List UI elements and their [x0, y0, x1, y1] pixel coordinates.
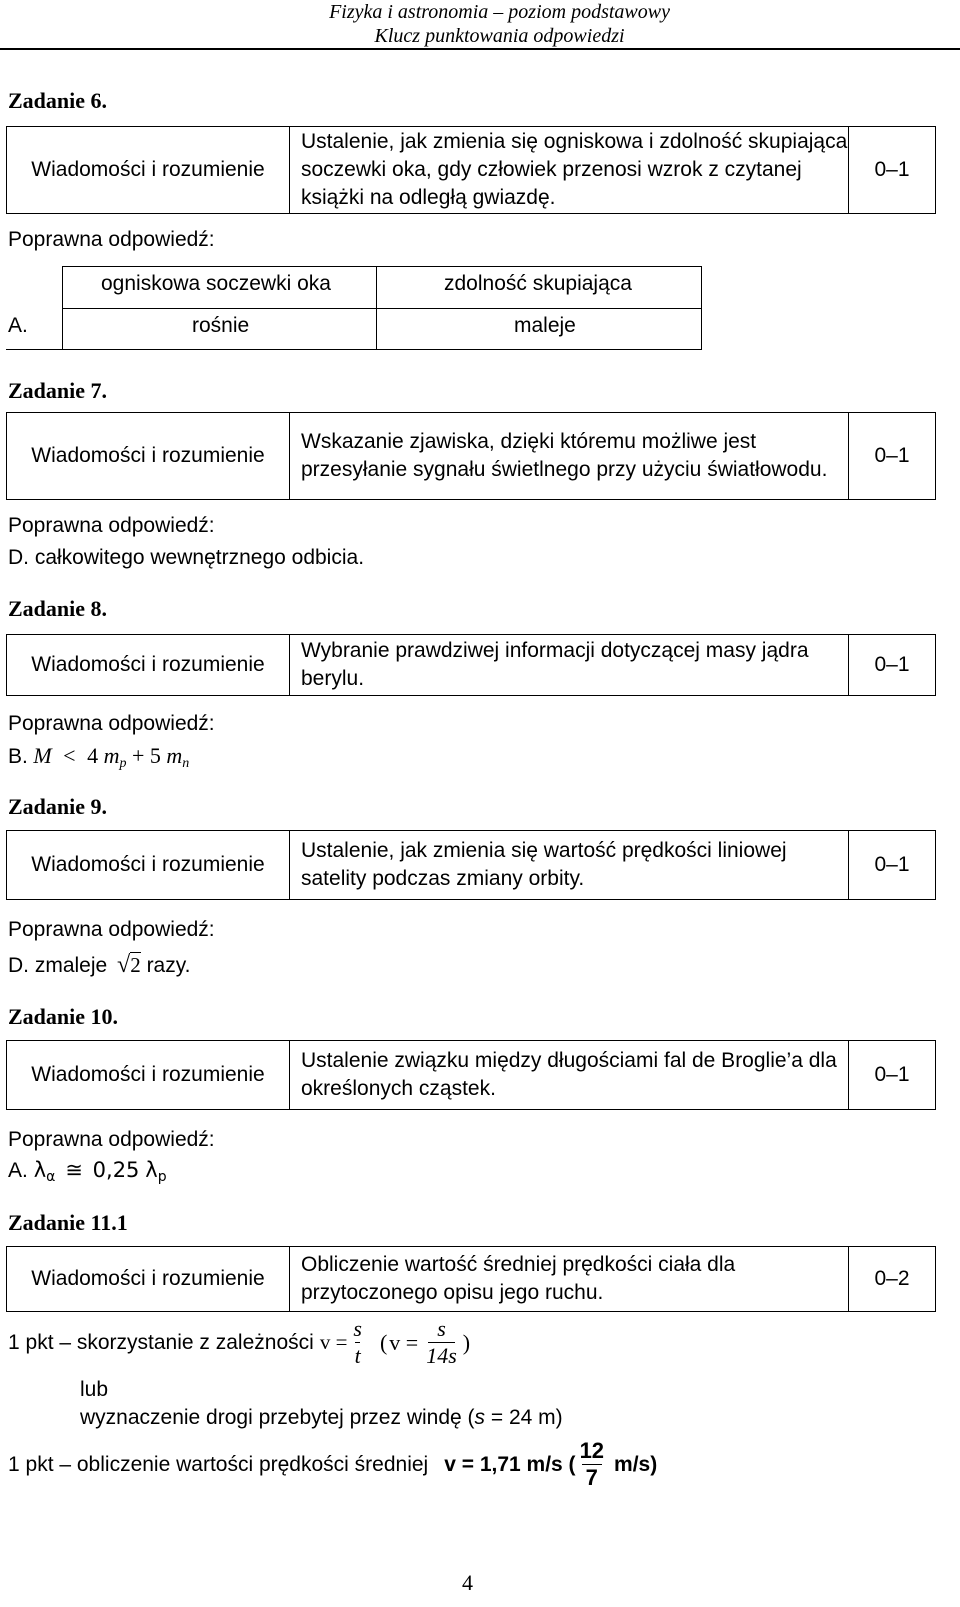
task-11-1-description: Obliczenie wartość średniej prędkości ciała dla przytoczonego opisu jego ruchu.: [301, 1253, 736, 1304]
task-9-answer-prefix: D. zmaleje: [8, 954, 108, 977]
task-10-answer-label: Poprawna odpowiedź:: [8, 1128, 215, 1151]
task-8-answer-plus: + 5: [131, 743, 161, 768]
task-10-sub-alpha: α: [46, 1169, 56, 1185]
task-9-answer-suffix: razy.: [146, 954, 191, 977]
page-number: 4: [462, 1570, 473, 1595]
criterion-1-open: (: [379, 1329, 388, 1355]
fraction-s-over-14s: [426, 1316, 457, 1369]
task-6-description: Ustalenie, jak zmienia się ogniskowa i zdolność skupiająca soczewki oka, gdy człowiek przenosi wzrok z czytanej książki na odległą gwiazdę.: [301, 130, 848, 209]
task-8-answer-coef: 4: [87, 743, 99, 768]
criterion-1-alt-s: s: [474, 1406, 486, 1429]
task-6-answer-table: [6, 266, 702, 350]
task-10-points: 0–1: [848, 1041, 935, 1109]
task-6-row-letter: A.: [8, 314, 28, 337]
header-subtitle: Klucz punktowania odpowiedzi: [374, 25, 625, 47]
task-6-answer-label: Poprawna odpowiedź:: [8, 228, 215, 251]
criterion-1-alt: [80, 1406, 563, 1430]
task-8-answer-mass: M: [33, 743, 52, 768]
task-7-points: 0–1: [848, 413, 935, 499]
task-8-table: [6, 634, 936, 696]
task-10-lambda-1: λ: [33, 1158, 47, 1182]
task-8-answer-sub-n: n: [182, 756, 190, 771]
criterion-1-v: v =: [319, 1330, 348, 1354]
task-9-description: Ustalenie, jak zmienia się wartość prędkości liniowej satelity podczas zmiany orbity.: [301, 839, 787, 890]
task-6-category: Wiadomości i rozumienie: [7, 127, 290, 213]
task-6-points: 0–1: [848, 127, 935, 213]
task-9-answer: [8, 952, 191, 979]
task-9-title: Zadanie 9.: [8, 794, 108, 819]
task-11-1-category: Wiadomości i rozumienie: [7, 1247, 290, 1311]
task-11-1-points: 0–2: [848, 1247, 935, 1311]
task-10-category: Wiadomości i rozumienie: [7, 1041, 290, 1109]
task-8-answer-m1: m: [103, 743, 120, 768]
page-header: [329, 0, 670, 48]
task-11-1-title: Zadanie 11.1: [8, 1210, 128, 1235]
header-title: Fizyka i astronomia – poziom podstawowy: [329, 1, 670, 23]
criterion-1-alt-value: = 24 m): [490, 1406, 563, 1429]
task-10-lambda-2: λ: [145, 1158, 158, 1182]
task-8-answer: [8, 743, 189, 772]
task-9-category: Wiadomości i rozumienie: [7, 831, 290, 899]
task-11-1-table: [6, 1246, 936, 1312]
task-10-sub-p: p: [157, 1169, 167, 1185]
task-6-title: Zadanie 6.: [8, 88, 108, 113]
task-6-col1-header: ogniskowa soczewki oka: [101, 272, 331, 295]
criterion-1-close: ): [462, 1329, 471, 1355]
fraction-1-numerator: s: [353, 1316, 362, 1341]
task-10-description: Ustalenie związku między długościami fal de Broglie’a dla określonych cząstek.: [301, 1049, 837, 1100]
fraction-2-denominator: 14s: [426, 1343, 457, 1368]
task-10-table: [6, 1040, 936, 1110]
fraction-1-denominator: t: [354, 1343, 361, 1368]
task-9-answer-label: Poprawna odpowiedź:: [8, 918, 215, 941]
task-7-answer-label: Poprawna odpowiedź:: [8, 514, 215, 537]
criterion-2-unit: m/s): [614, 1452, 658, 1476]
task-8-title: Zadanie 8.: [8, 596, 108, 621]
task-6-col2-header: zdolność skupiająca: [444, 272, 632, 295]
task-10-value: 0,25: [92, 1158, 140, 1182]
fraction-s-over-t: [353, 1316, 362, 1369]
task-8-answer-m2: m: [166, 743, 183, 768]
task-6-row-value-1: rośnie: [192, 314, 250, 337]
header-divider: [0, 48, 960, 50]
task-10-title: Zadanie 10.: [8, 1004, 119, 1029]
criterion-2-value: v = 1,71 m/s (: [444, 1452, 576, 1476]
task-7-title: Zadanie 7.: [8, 378, 108, 403]
task-10-relation: ≅: [65, 1158, 83, 1182]
criterion-1-alt-text: wyznaczenie drogi przebytej przez windę (: [80, 1406, 475, 1429]
criterion-1-text: 1 pkt – skorzystanie z zależności: [8, 1330, 314, 1354]
sqrt-icon: √: [117, 952, 131, 978]
task-9-answer-root: 2: [130, 953, 141, 977]
task-10-answer: [8, 1158, 167, 1185]
fraction-2-numerator: s: [437, 1316, 446, 1341]
task-8-category: Wiadomości i rozumienie: [7, 635, 290, 695]
task-11-1-criterion-2: [8, 1438, 657, 1491]
criterion-or: lub: [80, 1378, 109, 1401]
criterion-2-text: 1 pkt – obliczenie wartości prędkości średniej: [8, 1452, 429, 1476]
task-9-table: [6, 830, 936, 900]
task-7-table: [6, 412, 936, 500]
criterion-1-v2: v =: [389, 1329, 419, 1355]
task-8-answer-sub-p: p: [119, 756, 127, 771]
task-10-answer-letter: A.: [8, 1159, 28, 1182]
task-8-description: Wybranie prawdziwej informacji dotyczącej masy jądra berylu.: [301, 639, 809, 690]
task-8-answer-label: Poprawna odpowiedź:: [8, 712, 215, 735]
task-7-answer: D. całkowitego wewnętrznego odbicia.: [8, 546, 365, 569]
task-6-row-value-2: maleje: [514, 314, 576, 337]
task-9-points: 0–1: [848, 831, 935, 899]
task-7-description: Wskazanie zjawiska, dzięki któremu możliwe jest przesyłanie sygnału świetlnego przy użyciu światłowodu.: [301, 430, 828, 481]
task-8-answer-letter: B.: [8, 745, 28, 768]
fraction-12-over-7: [580, 1438, 604, 1491]
task-8-points: 0–1: [848, 635, 935, 695]
task-8-answer-relation: <: [63, 743, 76, 768]
fraction-3-denominator: 7: [585, 1465, 598, 1490]
task-11-1-criterion-1: [8, 1316, 470, 1369]
fraction-3-numerator: 12: [579, 1438, 605, 1463]
task-7-category: Wiadomości i rozumienie: [7, 413, 290, 499]
task-6-table: [6, 126, 936, 214]
